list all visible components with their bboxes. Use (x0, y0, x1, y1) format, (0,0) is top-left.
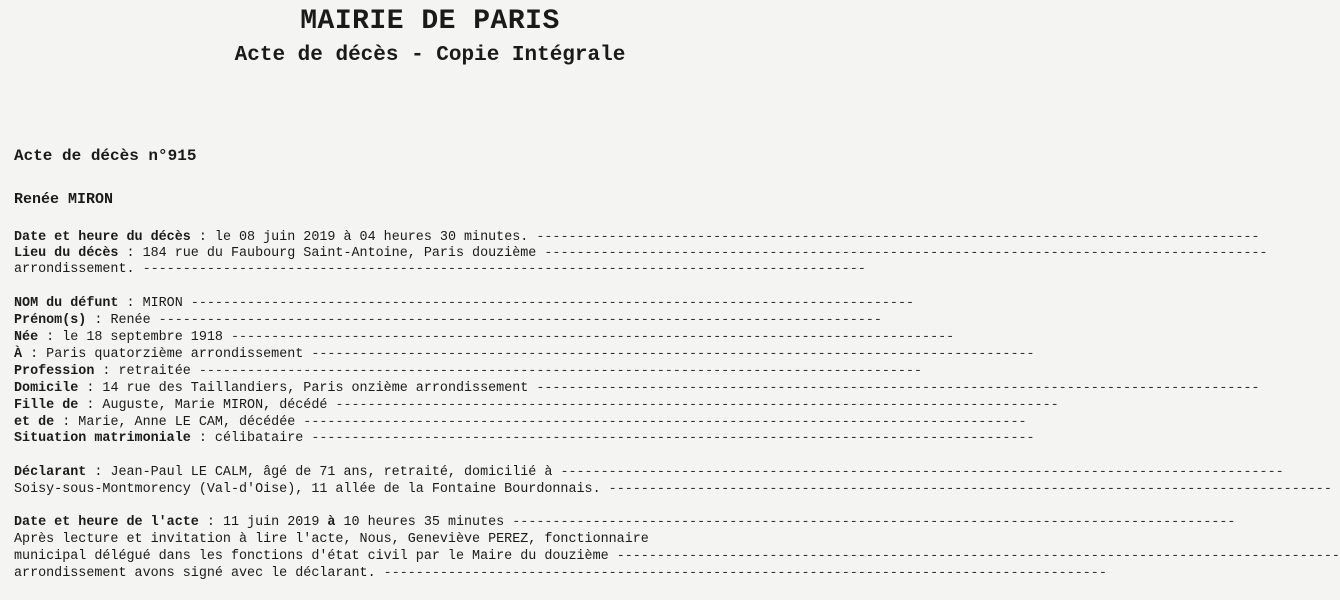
field-label: NOM du défunt (14, 296, 119, 311)
field-value: célibataire (214, 431, 312, 446)
certificate-line (14, 465, 1284, 481)
field-value: Jean-Paul LE CALM, âgé de 71 ans, retraité, domicilié à (110, 465, 561, 480)
document-subtitle: Acte de décès - Copie Intégrale (234, 44, 626, 67)
dash-filler: ------------------------------------------------------------------------------------------ (311, 431, 1035, 446)
certificate-line (14, 482, 1332, 498)
dash-filler: ------------------------------------------------------------------------------------------ (190, 296, 915, 311)
certificate-line (14, 381, 1260, 397)
field-value: 11 juin 2019 (222, 515, 328, 530)
field-value: retraitée (118, 364, 199, 379)
deceased-name-heading: Renée MIRON (14, 191, 114, 208)
field-separator: : (22, 347, 47, 362)
dash-filler: ------------------------------------------------------------------------------------------ (536, 381, 1260, 396)
certificate-line (14, 549, 1340, 565)
field-separator: : (78, 381, 103, 396)
certificate-line (14, 431, 1035, 447)
certificate-line (14, 262, 866, 278)
dash-filler: ------------------------------------------------------------------------------------------ (536, 230, 1260, 245)
dash-filler: ------------------------------------------------------------------------------------------ (230, 330, 955, 345)
field-label: et de (14, 415, 55, 430)
field-value: le 08 juin 2019 à 04 heures 30 minutes. (214, 230, 537, 245)
certificate-line (14, 330, 955, 346)
field-label: Née (14, 330, 39, 345)
field-separator: : (118, 246, 143, 261)
field-label: Prénom(s) (14, 313, 87, 328)
dash-filler: ------------------------------------------------------------------------------------------ (512, 515, 1236, 530)
field-value: municipal délégué dans les fonctions d'état civil par le Maire du douzième (14, 549, 617, 564)
certificate-line (14, 515, 1236, 531)
field-separator: : (38, 330, 63, 345)
certificate-line (14, 296, 915, 312)
dash-filler: ------------------------------------------------------------------------------------------ (142, 262, 866, 277)
dash-filler: ------------------------------------------------------------------------------------------ (335, 398, 1059, 413)
field-label: à (327, 515, 336, 530)
dash-filler: ------------------------------------------------------------------------------------------ (303, 415, 1027, 430)
certificate-line (14, 364, 923, 380)
dash-filler: ------------------------------------------------------------------------------------------ (544, 246, 1268, 261)
dash-filler: ------------------------------------------------------------------------------------------ (383, 566, 1107, 581)
field-value: Marie, Anne LE CAM, décédée (78, 415, 304, 430)
field-separator: : (190, 230, 215, 245)
field-value: 14 rue des Taillandiers, Paris onzième arrondissement (102, 381, 537, 396)
field-separator: : (118, 296, 143, 311)
field-separator: : (78, 398, 103, 413)
certificate-line (14, 230, 1260, 246)
field-value: arrondissement. (14, 262, 143, 277)
certificate-line (14, 246, 1268, 262)
field-label: Fille de (14, 398, 79, 413)
certificate-line (14, 347, 1035, 363)
field-value: Paris quatorzième arrondissement (46, 347, 312, 362)
certificate-line (14, 532, 726, 548)
field-label: Profession (14, 364, 95, 379)
field-separator: : (94, 364, 119, 379)
field-label: Lieu du décès (14, 246, 119, 261)
field-value: le 18 septembre 1918 (62, 330, 231, 345)
dash-filler: ------------------------------------------------------------------------------------------ (608, 482, 1332, 497)
field-separator: : (190, 431, 215, 446)
field-value: Auguste, Marie MIRON, décédé (102, 398, 336, 413)
field-label: Domicile (14, 381, 79, 396)
certificate-line (14, 398, 1059, 414)
field-value: MIRON (142, 296, 191, 311)
field-label: Situation matrimoniale (14, 431, 191, 446)
field-value: Renée (110, 313, 159, 328)
field-value: 184 rue du Faubourg Saint-Antoine, Paris douzième (142, 246, 545, 261)
certificate-line (14, 313, 882, 329)
field-separator: : (86, 465, 111, 480)
field-value: Après lecture et invitation à lire l'acte, Nous, Geneviève PEREZ, fonctionnaire (14, 532, 649, 547)
certificate-line (14, 566, 1107, 582)
dash-filler: ------------------------------------------------------------------------------------------ (198, 364, 923, 379)
field-separator: : (54, 415, 79, 430)
act-number-heading: Acte de décès n°915 (14, 147, 197, 165)
field-separator: : (198, 515, 223, 530)
field-label: À (14, 347, 23, 362)
dash-filler: ------------------------------------------------------------------------------------------ (158, 313, 882, 328)
field-label: Date et heure de l'acte (14, 515, 199, 530)
field-label: Date et heure du décès (14, 230, 191, 245)
dash-filler: ------------------------------------------------------------------------------------------ (311, 347, 1035, 362)
document-title: MAIRIE DE PARIS (300, 6, 560, 37)
field-value: 10 heures 35 minutes (335, 515, 513, 530)
field-separator: : (86, 313, 111, 328)
dash-filler: ------------------------------------------------------------------------------------------ (616, 549, 1340, 564)
dash-filler: ------------------------------------------------------------------------------------------ (560, 465, 1284, 480)
field-value: arrondissement avons signé avec le déclarant. (14, 566, 384, 581)
certificate-line (14, 415, 1027, 431)
field-value: Soisy-sous-Montmorency (Val-d'Oise), 11 allée de la Fontaine Bourdonnais. (14, 482, 609, 497)
field-label: Déclarant (14, 465, 87, 480)
